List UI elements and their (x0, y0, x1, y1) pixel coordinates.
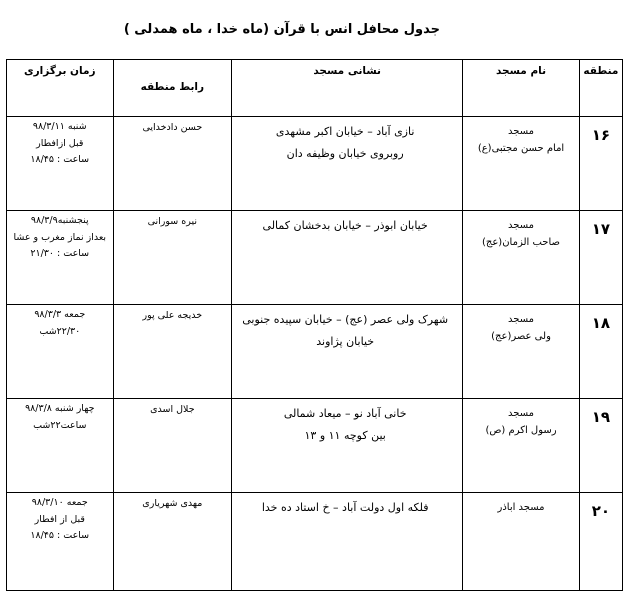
time-cell (7, 399, 114, 493)
time-line: ساعت : ۱۸/۴۵ (30, 154, 90, 166)
time-line: ساعت۲۲شب (33, 419, 87, 431)
table-row (7, 117, 623, 211)
region-cell: ۱۹ (579, 399, 622, 493)
address-line: خانی آباد نو – میعاد شمالی (283, 407, 407, 420)
mosque-line: مسجد (508, 314, 534, 325)
header-mosque: نام مسجد (463, 60, 580, 117)
time-cell (7, 493, 114, 591)
header-contact: رابط منطقه (113, 60, 232, 117)
time-line: قبل از افطار (34, 513, 85, 525)
mosque-line: صاحب الزمان(عج) (481, 237, 561, 248)
header-region: منطقه (579, 60, 622, 117)
contact-cell: خدیجه علی پور (113, 305, 232, 399)
time-line: ۲۲/۳۰شب (39, 325, 81, 337)
time-cell (7, 305, 114, 399)
address-line: نازی آباد – خیابان اکبر مشهدی (275, 125, 415, 138)
contact-cell: حسن دادخدایی (113, 117, 232, 211)
mosque-cell (463, 305, 580, 399)
mosque-line: مسجد اباذر (497, 502, 545, 513)
table-header-row (7, 60, 623, 117)
region-cell: ۱۶ (579, 117, 622, 211)
address-cell (232, 117, 463, 211)
mosque-cell (463, 493, 580, 591)
address-cell (232, 305, 463, 399)
mosque-line: امام حسن مجتبی(ع) (477, 143, 565, 154)
address-cell (232, 211, 463, 305)
table-row (7, 399, 623, 493)
region-cell: ۲۰ (579, 493, 622, 591)
time-line: جمعه ۹۸/۳/۱۰ (31, 497, 88, 508)
page-title: جدول محافل انس با قرآن (ماه خدا ، ماه همدلی ) (123, 22, 440, 37)
contact-cell: نیره سورانی (113, 211, 232, 305)
mosque-cell (463, 211, 580, 305)
address-line: بین کوچه ۱۱ و ۱۳ (304, 429, 386, 442)
address-line: خیابان ابوذر – خیابان بدخشان کمالی (262, 219, 428, 232)
time-line: شنبه ۹۸/۳/۱۱ (32, 121, 87, 132)
table-row (7, 211, 623, 305)
address-cell (232, 399, 463, 493)
table-row (7, 305, 623, 399)
region-cell: ۱۸ (579, 305, 622, 399)
address-line: روبروی خیابان وظیفه دان (286, 147, 404, 160)
time-line: چهار شنبه ۹۸/۳/۸ (25, 403, 95, 414)
mosque-line: مسجد (508, 408, 534, 419)
header-address: نشانی مسجد (232, 60, 463, 117)
time-line: ساعت : ۲۱/۳۰ (30, 248, 90, 260)
address-cell (232, 493, 463, 591)
time-cell (7, 211, 114, 305)
mosque-cell (463, 399, 580, 493)
time-line: ساعت : ۱۸/۴۵ (30, 530, 90, 542)
mosque-line: مسجد (508, 220, 534, 231)
address-line: فلکه اول دولت آباد – خ استاد ده خدا (261, 501, 429, 514)
time-line: بعداز نماز مغرب و عشا (13, 231, 107, 243)
address-line: شهرک ولی عصر (عج) – خیابان سپیده جنوبی (242, 313, 449, 326)
time-cell (7, 117, 114, 211)
contact-cell: جلال اسدی (113, 399, 232, 493)
region-cell: ۱۷ (579, 211, 622, 305)
time-line: جمعه ۹۸/۳/۳ (34, 309, 86, 320)
address-line: خیابان پژاوند (316, 335, 375, 348)
events-table (6, 59, 623, 591)
table-row (7, 493, 623, 591)
time-line: قبل ازافطار (36, 137, 84, 149)
header-time: زمان برگزاری (7, 60, 114, 117)
mosque-line: ولی عصر(عج) (491, 331, 551, 342)
mosque-cell (463, 117, 580, 211)
mosque-line: رسول اکرم (ص) (485, 425, 557, 436)
time-line: پنجشنبه۹۸/۳/۹ (30, 215, 89, 226)
mosque-line: مسجد (508, 126, 534, 137)
contact-cell: مهدی شهریاری (113, 493, 232, 591)
